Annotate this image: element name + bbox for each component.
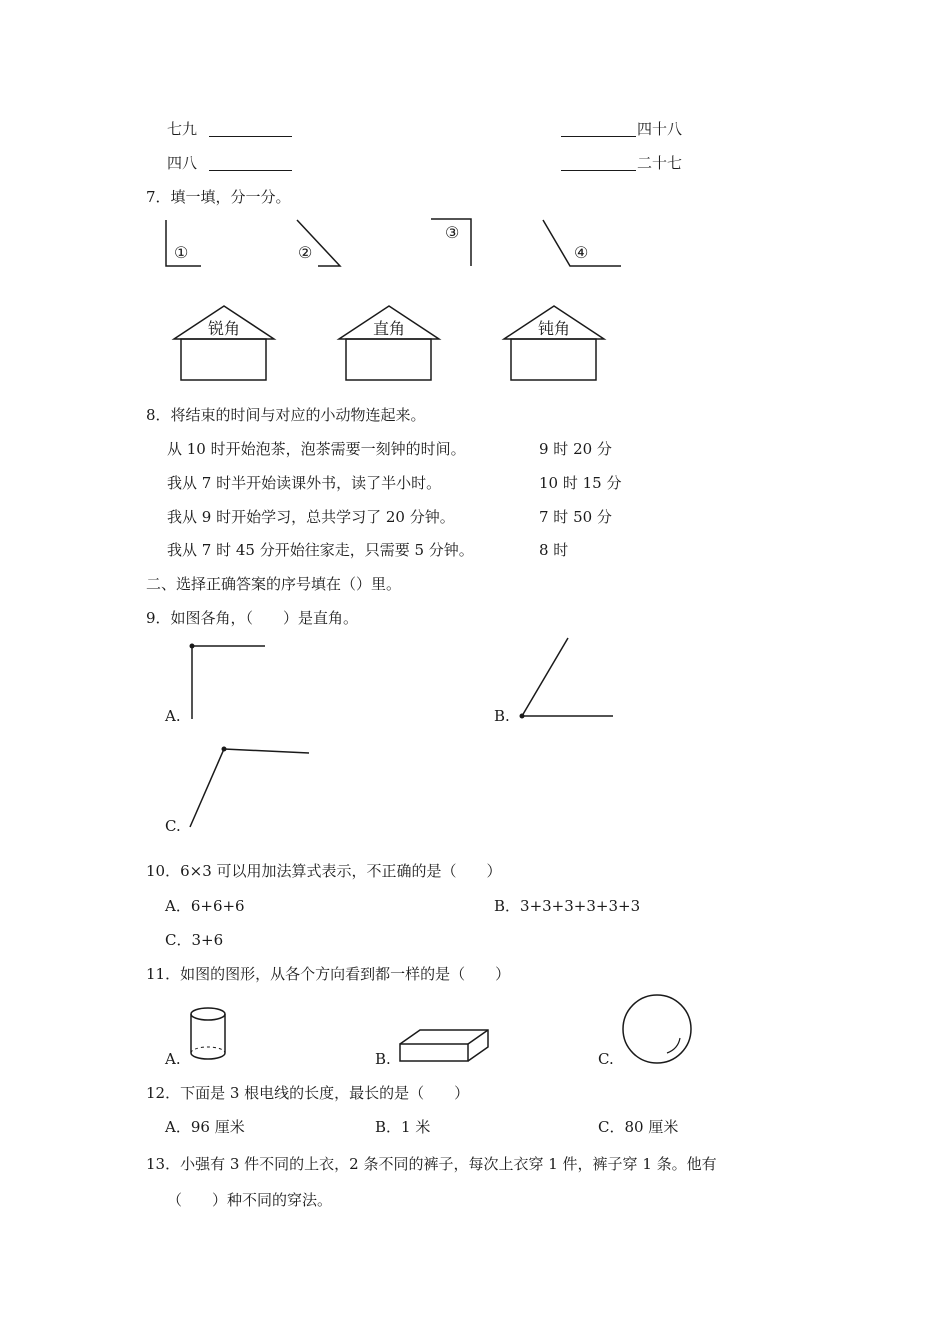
q10-option-c[interactable]: C．3+6 <box>165 931 224 949</box>
q7-angle-label-2: ② <box>298 243 313 262</box>
q12-option-c[interactable]: C．80 厘米 <box>598 1118 679 1136</box>
q9-option-a[interactable]: A. <box>165 707 181 725</box>
house-obtuse <box>504 306 604 380</box>
q11-title: 11．如图的图形，从各个方向看到都一样的是（ ） <box>146 965 511 983</box>
q7-angle-label-3: ③ <box>445 223 460 242</box>
q11-option-c[interactable]: C. <box>598 1050 614 1068</box>
q6-right-label-1: 四十八 <box>637 120 683 138</box>
q8-time-1[interactable]: 9 时 20 分 <box>539 440 612 458</box>
q6-right-label-2: 二十七 <box>637 154 683 172</box>
house-right <box>339 306 439 380</box>
q8-statement-1[interactable]: 从 10 时开始泡茶，泡茶需要一刻钟的时间。 <box>167 440 466 458</box>
q9-angle-a <box>190 644 266 720</box>
q10-option-b[interactable]: B．3+3+3+3+3+3 <box>494 897 641 915</box>
q10-title: 10．6×3 可以用加法算式表示，不正确的是（ ） <box>146 862 502 880</box>
sphere-figure <box>623 995 691 1063</box>
q8-time-3[interactable]: 7 时 50 分 <box>539 508 612 526</box>
q7-angle-3 <box>431 219 471 266</box>
house-acute <box>174 306 274 380</box>
q9-angle-c <box>190 747 309 828</box>
q8-statement-3[interactable]: 我从 9 时开始学习，总共学习了 20 分钟。 <box>167 508 455 526</box>
q8-title: 8．将结束的时间与对应的小动物连起来。 <box>146 406 426 424</box>
q13-line-2: （ ）种不同的穿法。 <box>167 1191 333 1209</box>
q9-option-b[interactable]: B. <box>494 707 510 725</box>
q7-angle-label-4: ④ <box>574 243 589 262</box>
vertex-dot <box>520 714 525 719</box>
cylinder-figure <box>191 1008 225 1059</box>
q11-option-b[interactable]: B. <box>375 1050 391 1068</box>
q9-angle-b <box>520 638 614 719</box>
q6-left-label-2: 四八 <box>167 154 198 172</box>
q12-option-b[interactable]: B．1 米 <box>375 1118 431 1136</box>
q9-option-c[interactable]: C. <box>165 817 181 835</box>
q7-angle-label-1: ① <box>174 243 189 262</box>
q9-title: 9．如图各角，（ ）是直角。 <box>146 609 359 627</box>
q12-option-a[interactable]: A．96 厘米 <box>165 1118 245 1136</box>
house-obtuse-label: 钝角 <box>537 319 571 338</box>
q13-line-1: 13．小强有 3 件不同的上衣，2 条不同的裤子，每次上衣穿 1 件，裤子穿 1 条。他有 <box>146 1155 717 1173</box>
vertex-dot <box>222 747 227 752</box>
q7-angle-2 <box>296 220 340 266</box>
q7-angle-4 <box>543 220 621 266</box>
house-acute-label: 锐角 <box>207 319 241 338</box>
q7-title: 7．填一填，分一分。 <box>146 188 291 206</box>
section-2-title: 二、选择正确答案的序号填在（）里。 <box>146 575 402 593</box>
q11-option-a[interactable]: A. <box>165 1050 181 1068</box>
q6-left-label-1: 七九 <box>167 120 198 138</box>
q12-title: 12．下面是 3 根电线的长度，最长的是（ ） <box>146 1084 470 1102</box>
vertex-dot <box>190 644 195 649</box>
q8-time-4[interactable]: 8 时 <box>539 541 569 559</box>
q7-angle-1 <box>166 220 201 266</box>
cuboid-figure <box>400 1030 488 1061</box>
q8-statement-4[interactable]: 我从 7 时 45 分开始往家走，只需要 5 分钟。 <box>167 541 474 559</box>
house-right-label: 直角 <box>372 319 406 338</box>
q8-time-2[interactable]: 10 时 15 分 <box>539 474 622 492</box>
q10-option-a[interactable]: A．6+6+6 <box>165 897 245 915</box>
q8-statement-2[interactable]: 我从 7 时半开始读课外书，读了半小时。 <box>167 474 442 492</box>
